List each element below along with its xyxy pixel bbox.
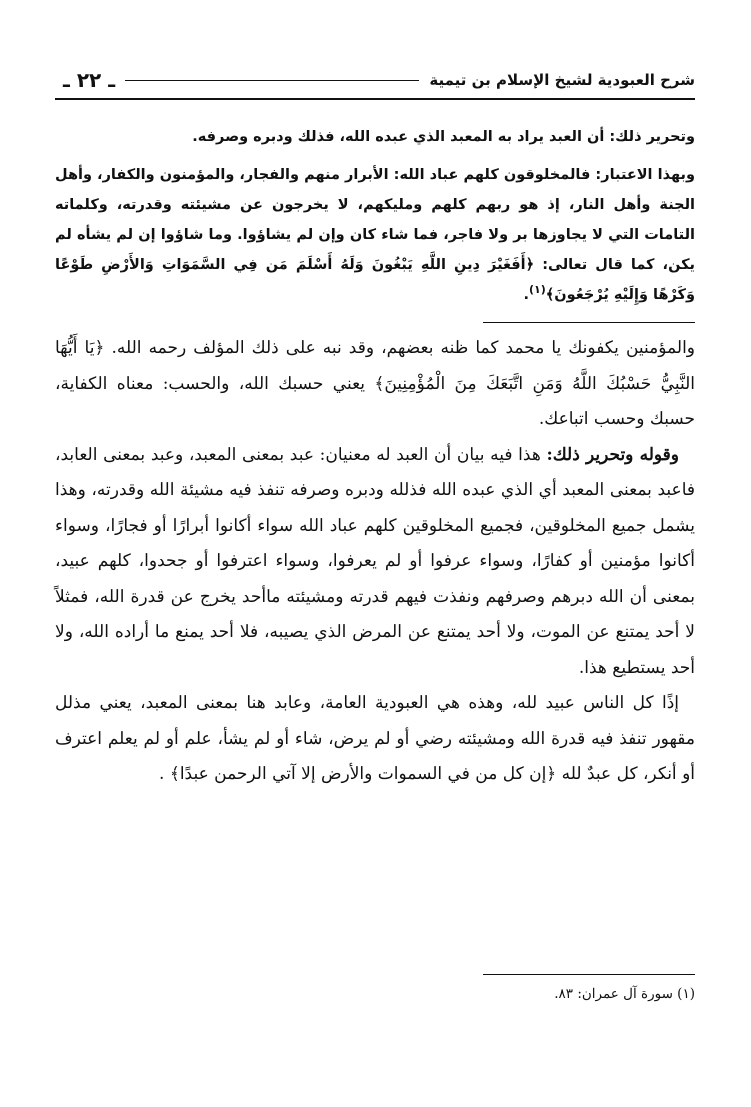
footnote: (١) سورة آل عمران: ٨٣. (554, 986, 695, 1002)
matn-text (55, 122, 695, 310)
sharh-text (55, 331, 695, 793)
matn-paragraph-1: وتحرير ذلك: أن العبد يراد به المعبد الذي عبده الله، فذلك ودبره وصرفه. (192, 129, 695, 145)
page-number: ـ ٢٢ ـ (63, 68, 116, 92)
matn-sharh-separator (483, 322, 695, 323)
sharh-paragraph-2-body: هذا فيه بيان أن العبد له معنيان: عبد بمعنى المعبد، وعبد بمعنى العابد، فاعبد بمعنى المعبد أي الذي عبده الله فذلله ودبره وصرفه تنفذ فيه مشيئة الله وقدرته، وهذا يشمل جميع المخلوقين، فجميع المخلوقين كلهم عباد الله سواء أكانوا أبرارًا أو فجارًا، وسواء أكانوا مؤمنين أو كفارًا، وسواء عرفوا أو لم يعرفوا، وسواء اعترفوا أو جحدوا، كلهم عبيد، بمعنى أن الله دبرهم وصرفهم ونفذت فيهم قدرته ومشيئته ماأحد يخرج عن قدرة الله، فمثلاً لا أحد يمتنع عن الموت، ولا أحد يمتنع عن المرض الذي يصيبه، فلا أحد يمنع ما أراده الله، ولا أحد يستطيع هذا. (55, 444, 695, 678)
running-title: شرح العبودية لشيخ الإسلام بن تيمية (429, 71, 695, 89)
matn-paragraph-2-body: وبهذا الاعتبار: فالمخلوقون كلهم عباد الله: الأبرار منهم والفجار، والمؤمنون والكفار، وأهل الجنة وأهل النار، إذ هو ربهم كلهم ومليكهم، لا يخرجون عن مشيئته وقدرته، وكلماته التامات التي لا يجاوزها بر ولا فاجر، فما شاء كان وإن لم يشاؤوا. وما شاؤوا إن لم يشأه لم يكن، كما قال تعالى: ﴿أَفَغَيْرَ دِينِ اللَّهِ يَبْغُونَ وَلَهُ أَسْلَمَ مَن فِي السَّمَوَاتِ وَالأَرْضِ طَوْعًا وَكَرْهًا وَإِلَيْهِ يُرْجَعُونَ﴾ (55, 167, 695, 303)
header-rule (125, 80, 419, 81)
footnote-rule (483, 974, 695, 975)
sharh-paragraph-3: إذًا كل الناس عبيد لله، وهذه هي العبودية العامة، وعابد هنا بمعنى المعبد، يعني مذلل مقهور تنفذ فيه قدرة الله ومشيئته رضي أو لم يرض، شاء أو لم يشأ، علم أو لم يعلم اعترف أو أنكر، كل عبدٌ لله ﴿إن كل من في السموات والأرض إلا آتي الرحمن عبدًا﴾ . (55, 693, 695, 784)
page-header (55, 62, 695, 100)
sharh-paragraph-2-lead: وقوله وتحرير ذلك: (546, 444, 679, 465)
matn-paragraph-2-end: . (523, 287, 529, 303)
matn-paragraph-2 (55, 160, 695, 310)
sharh-paragraph-2 (55, 438, 695, 687)
book-page (55, 62, 695, 1082)
footnote-reference[interactable]: (١) (528, 283, 546, 297)
sharh-paragraph-1: والمؤمنين يكفونك يا محمد كما ظنه بعضهم، وقد نبه على ذلك المؤلف رحمه الله. ﴿يَا أَيُّهَا النَّبِيُّ حَسْبُكَ اللَّهُ وَمَنِ اتَّبَعَكَ مِنَ الْمُؤْمِنِينَ﴾ يعني حسبك الله، والحسب: معناه الكفاية، حسبك وحسب اتباعك. (55, 338, 695, 429)
